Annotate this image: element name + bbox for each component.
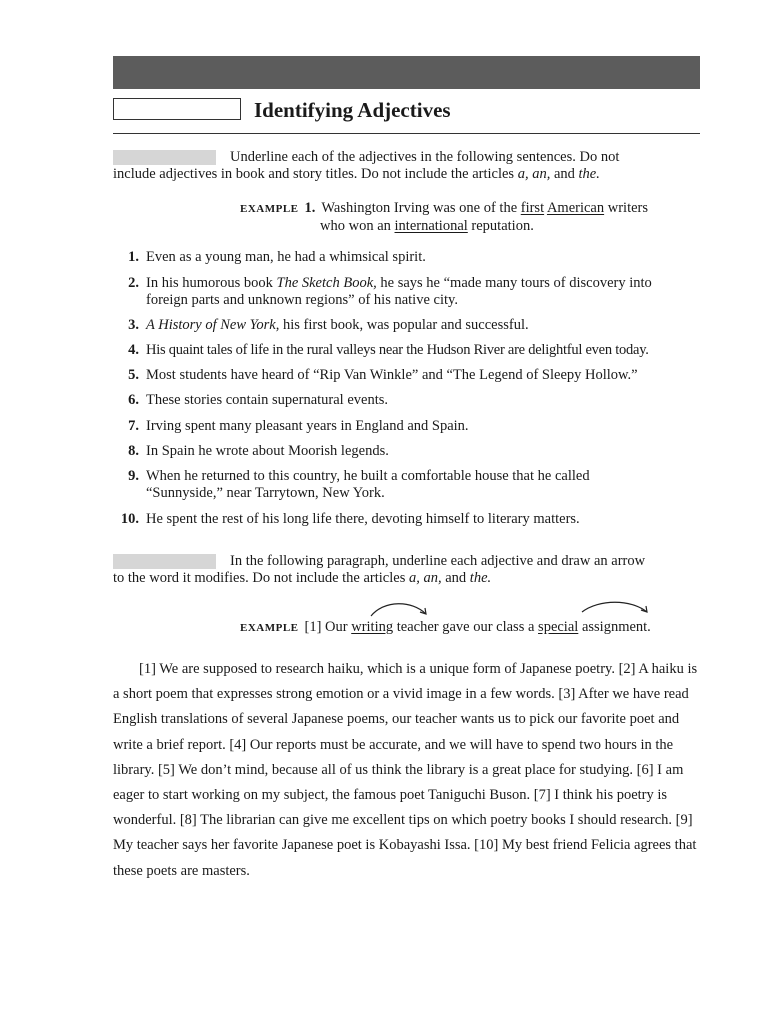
item-text: In Spain he wrote about Moorish legends. [146,443,389,459]
item-number: 6. [128,392,139,408]
item-number: 9. [128,468,139,484]
list-item [113,392,703,409]
list-item [113,418,703,435]
list-item [113,367,703,384]
list-item [113,342,703,359]
list-item [113,468,703,502]
example-line-2: who won an international reputation. [320,218,534,234]
item-text: When he returned to this country, he built a comfortable house that he called “Sunnyside,” near Tarrytown, New York. [146,468,590,501]
item-number: 3. [128,317,139,333]
item-number: 1. [128,249,139,265]
example-sentence: [1] Our writing teacher gave our class a special assignment. [304,619,651,635]
paragraph-text: [1] We are supposed to research haiku, which is a unique form of Japanese poetry. [2] A haiku is a short poem that expresses strong emotion or a vivid image in a few words. [3] After we have read English translations of several Japanese poems, our teacher wants us to pick our favorite poet and write a brief report. [4] Our reports must be accurate, and we will have to spend two hours in the library. [5] We don’t mind, because all of us think the library is a great place for studying. [6] I am eager to start working on my subject, the famous poet Taniguchi Buson. [7] I think his poetry is wonderful. [8] The librarian can give me excellent tips on which poetry books I should research. [9] My teacher says her favorite Japanese poet is Kobayashi Issa. [10] My best friend Felicia agrees that these poets are masters. [113,661,698,879]
list-item [113,443,703,460]
item-text: These stories contain supernatural events. [146,392,388,408]
exercise-a-example [240,200,690,235]
item-number: 10. [120,511,139,527]
list-item [113,317,703,334]
item-text: A History of New York, his first book, was popular and successful. [146,317,529,333]
item-number: 5. [128,367,139,383]
item-text: Most students have heard of “Rip Van Winkle” and “The Legend of Sleepy Hollow.” [146,367,638,383]
list-item [113,511,703,528]
title-divider [113,133,700,134]
header-bar [113,56,700,89]
exercise-b-directions: In the following paragraph, underline each adjective and draw an arrow to the word it modifies. Do not include the articles a, an, and the. [113,553,646,586]
exercise-b-paragraph [113,657,700,884]
item-number: 7. [128,418,139,434]
name-field[interactable] [113,98,241,120]
example-number: 1. [304,200,316,216]
list-item [113,275,703,309]
exercise-b-example [240,619,690,637]
page-title: Identifying Adjectives [254,98,451,122]
item-text: Irving spent many pleasant years in England and Spain. [146,418,469,434]
item-text: His quaint tales of life in the rural valleys near the Hudson River are delightful even today. [146,342,649,358]
item-text: He spent the rest of his long life there, devoting himself to literary matters. [146,511,580,527]
example-label: EXAMPLE [240,203,299,215]
item-text: In his humorous book The Sketch Book, he says he “made many tours of discovery into foreign parts and unknown regions” of his native city. [146,275,652,308]
item-number: 8. [128,443,139,459]
list-item [113,249,703,266]
arrow-icon [579,598,653,620]
arrow-icon [368,598,432,620]
example-line-1: Washington Irving was one of the first American writers [321,200,648,216]
item-text: Even as a young man, he had a whimsical spirit. [146,249,426,265]
example-label: EXAMPLE [240,622,299,634]
item-number: 2. [128,275,139,291]
exercise-a-directions: Underline each of the adjectives in the following sentences. Do not include adjectives in book and story titles. Do not include the articles a, an, and the. [113,149,620,182]
item-number: 4. [128,342,139,358]
